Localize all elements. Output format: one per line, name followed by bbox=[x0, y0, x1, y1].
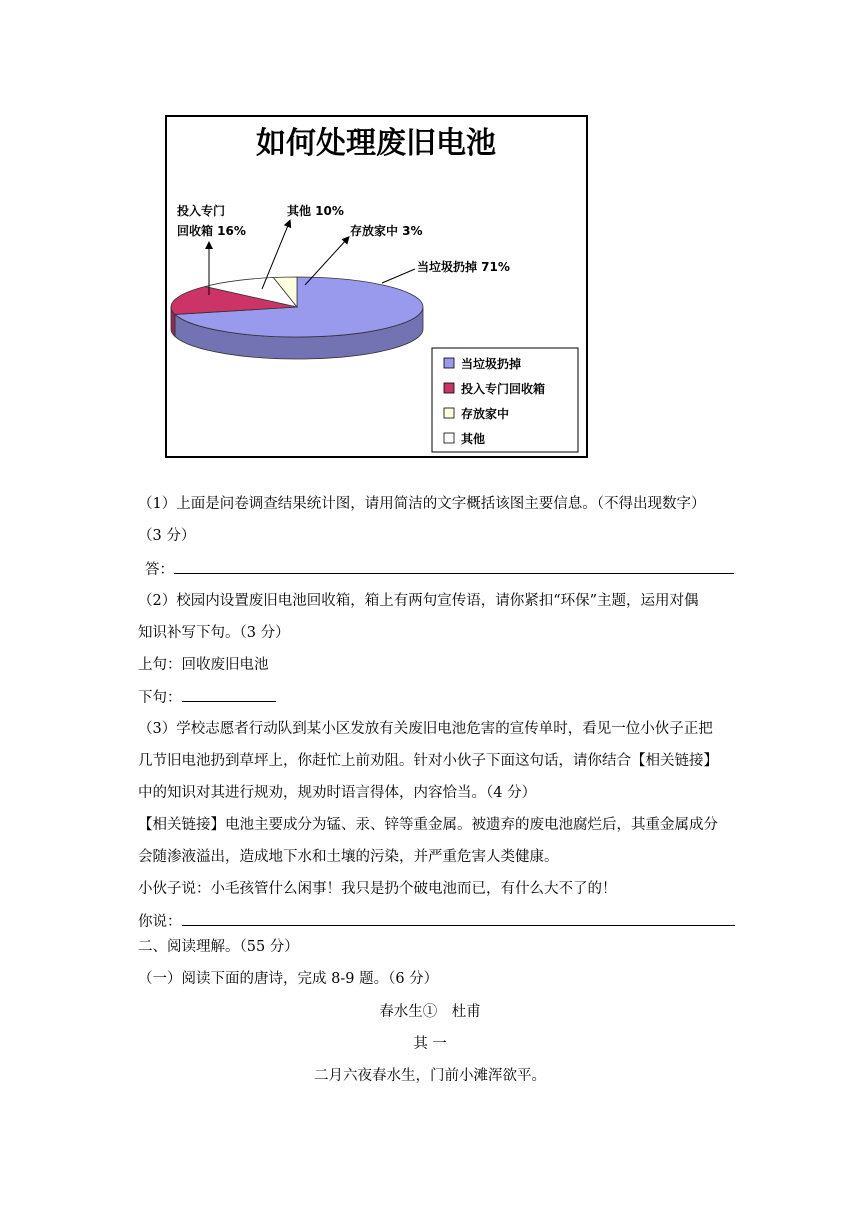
legend-label-2: 存放家中 bbox=[461, 407, 510, 421]
answer-line-1 bbox=[145, 559, 734, 580]
question-3-line3: 中的知识对其进行规劝，规劝时语言得体，内容恰当。（4 分） bbox=[138, 785, 537, 801]
label-recycle-line1: 投入专门 bbox=[177, 204, 226, 218]
related-link-line2: 会随渗液溢出，造成地下水和土壤的污染，并严重危害人类健康。 bbox=[138, 849, 559, 865]
answer-blank-1[interactable] bbox=[174, 559, 734, 574]
you-say-line bbox=[138, 911, 735, 932]
guy-says: 小伙子说：小毛孩管什么闲事！我只是扔个破电池而已，有什么大不了的！ bbox=[138, 881, 617, 897]
question-2-line2: 知识补写下句。（3 分） bbox=[138, 625, 290, 641]
legend-label-0: 当垃圾扔掉 bbox=[461, 357, 522, 371]
section-2-part1: （一）阅读下面的唐诗，完成 8-9 题。（6 分） bbox=[138, 971, 439, 987]
label-other: 其他 10% bbox=[287, 204, 344, 218]
label-recycle-line2: 回收箱 16% bbox=[177, 224, 246, 238]
label-home: 存放家中 3% bbox=[350, 224, 423, 238]
legend-label-1: 投入专门回收箱 bbox=[461, 382, 546, 396]
chart-title: 如何处理废旧电池 bbox=[256, 126, 496, 161]
question-2-line1: （2）校园内设置废旧电池回收箱，箱上有两句宣传语，请你紧扣“环保”主题，运用对偶 bbox=[138, 593, 699, 609]
you-say-label: 你说： bbox=[138, 914, 182, 930]
question-1: （1）上面是问卷调查结果统计图，请用简洁的文字概括该图主要信息。（不得出现数字） bbox=[138, 496, 706, 512]
related-link-line1: 【相关链接】电池主要成分为锰、汞、锌等重金属。被遗弃的废电池腐烂后，其重金属成分 bbox=[138, 817, 718, 833]
question-1-score: （3 分） bbox=[138, 528, 196, 544]
lower-label: 下句： bbox=[138, 690, 182, 706]
pie-chart bbox=[165, 115, 588, 458]
poem-line-1: 二月六夜春水生，门前小滩浑欲平。 bbox=[314, 1068, 546, 1084]
legend-swatch-3 bbox=[444, 433, 454, 443]
section-2-title: 二、阅读理解。（55 分） bbox=[138, 939, 299, 955]
answer-label: 答： bbox=[145, 562, 174, 578]
legend-swatch-1 bbox=[444, 383, 454, 393]
pie-chart-svg bbox=[167, 117, 586, 456]
question-3-line2: 几节旧电池扔到草坪上，你赶忙上前劝阻。针对小伙子下面这句话，请你结合【相关链接】 bbox=[138, 753, 718, 769]
upper-sentence: 上句：回收废旧电池 bbox=[138, 657, 269, 673]
question-3-line1: （3）学校志愿者行动队到某小区发放有关废旧电池危害的宣传单时，看见一位小伙子正把 bbox=[138, 721, 713, 737]
legend-swatch-2 bbox=[444, 408, 454, 418]
lower-blank[interactable] bbox=[182, 687, 276, 702]
poem-title: 春水生① 杜甫 bbox=[379, 1004, 481, 1020]
legend-swatch-0 bbox=[444, 358, 454, 368]
legend-label-3: 其他 bbox=[461, 432, 486, 446]
arrow-trash bbox=[382, 269, 415, 283]
label-trash: 当垃圾扔掉 71% bbox=[417, 260, 510, 274]
you-say-blank[interactable] bbox=[182, 911, 735, 926]
lower-sentence bbox=[138, 687, 276, 708]
poem-subtitle: 其 一 bbox=[413, 1036, 447, 1052]
